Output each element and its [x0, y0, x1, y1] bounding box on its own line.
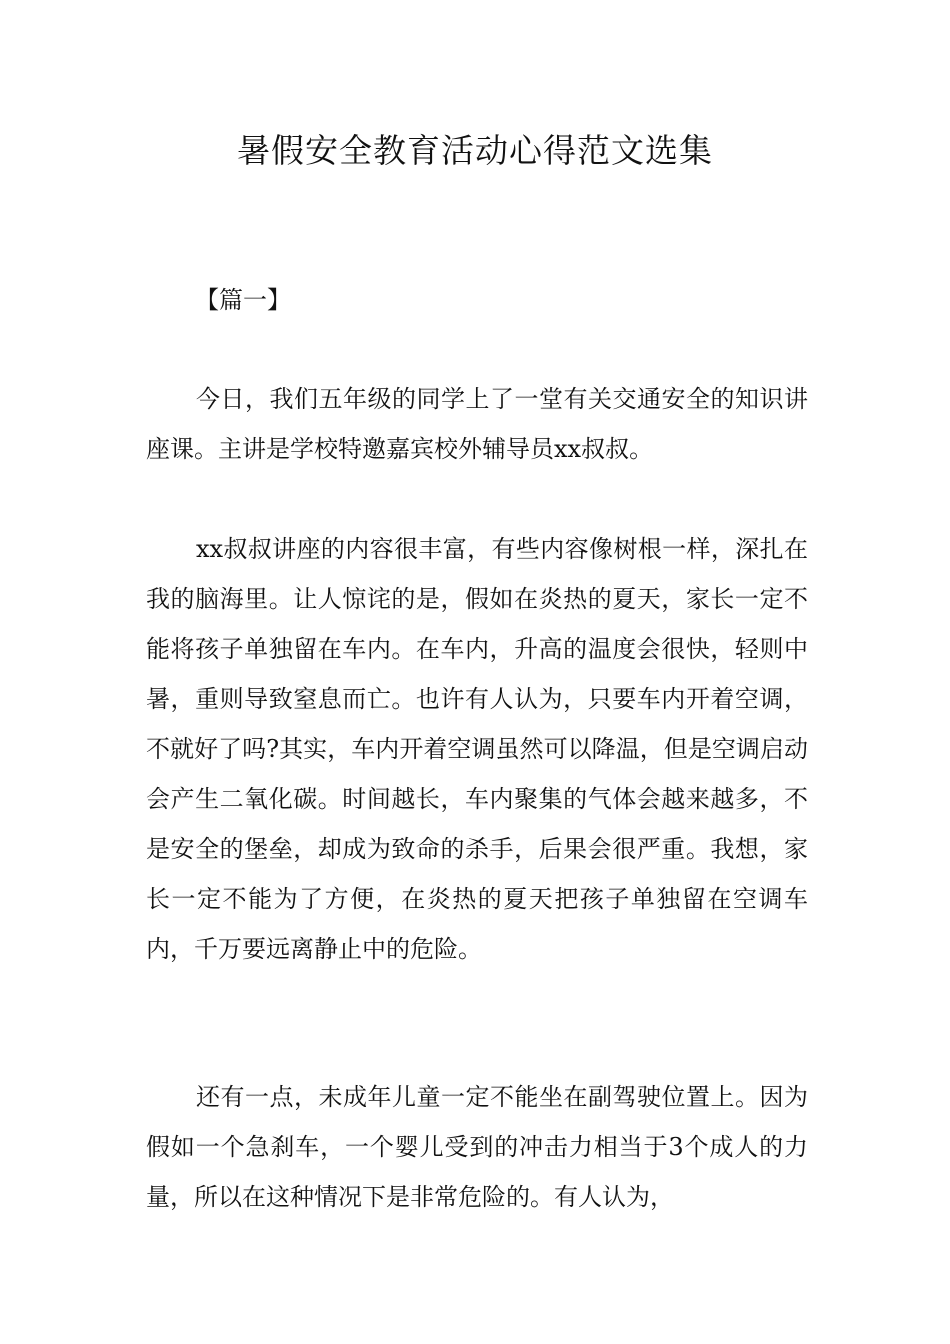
paragraph-3: 还有一点，未成年儿童一定不能坐在副驾驶位置上。因为假如一个急刹车，一个婴儿受到的冲击力相当于3个成人的力量，所以在这种情况下是非常危险的。有人认为， [146, 1083, 808, 1211]
paragraph-2: xx叔叔讲座的内容很丰富，有些内容像树根一样，深扎在我的脑海里。让人惊诧的是，假如在炎热的夏天，家长一定不能将孩子单独留在车内。在车内，升高的温度会很快，轻则中暑，重则导致窒息而亡。也许有人认为，只要车内开着空调，不就好了吗?其实，车内开着空调虽然可以降温，但是空调启动会产生二氧化碳。时间越长，车内聚集的气体会越来越多，不是安全的堡垒，却成为致命的杀手，后果会很严重。我想，家长一定不能为了方便，在炎热的夏天把孩子单独留在空调车内，千万要远离静止中的危险。 [146, 535, 808, 963]
paragraph-1: 今日，我们五年级的同学上了一堂有关交通安全的知识讲座课。主讲是学校特邀嘉宾校外辅导员xx叔叔。 [146, 385, 808, 463]
document-title: 暑假安全教育活动心得范文选集 [237, 131, 713, 170]
section-label: 【篇一】 [195, 286, 291, 314]
